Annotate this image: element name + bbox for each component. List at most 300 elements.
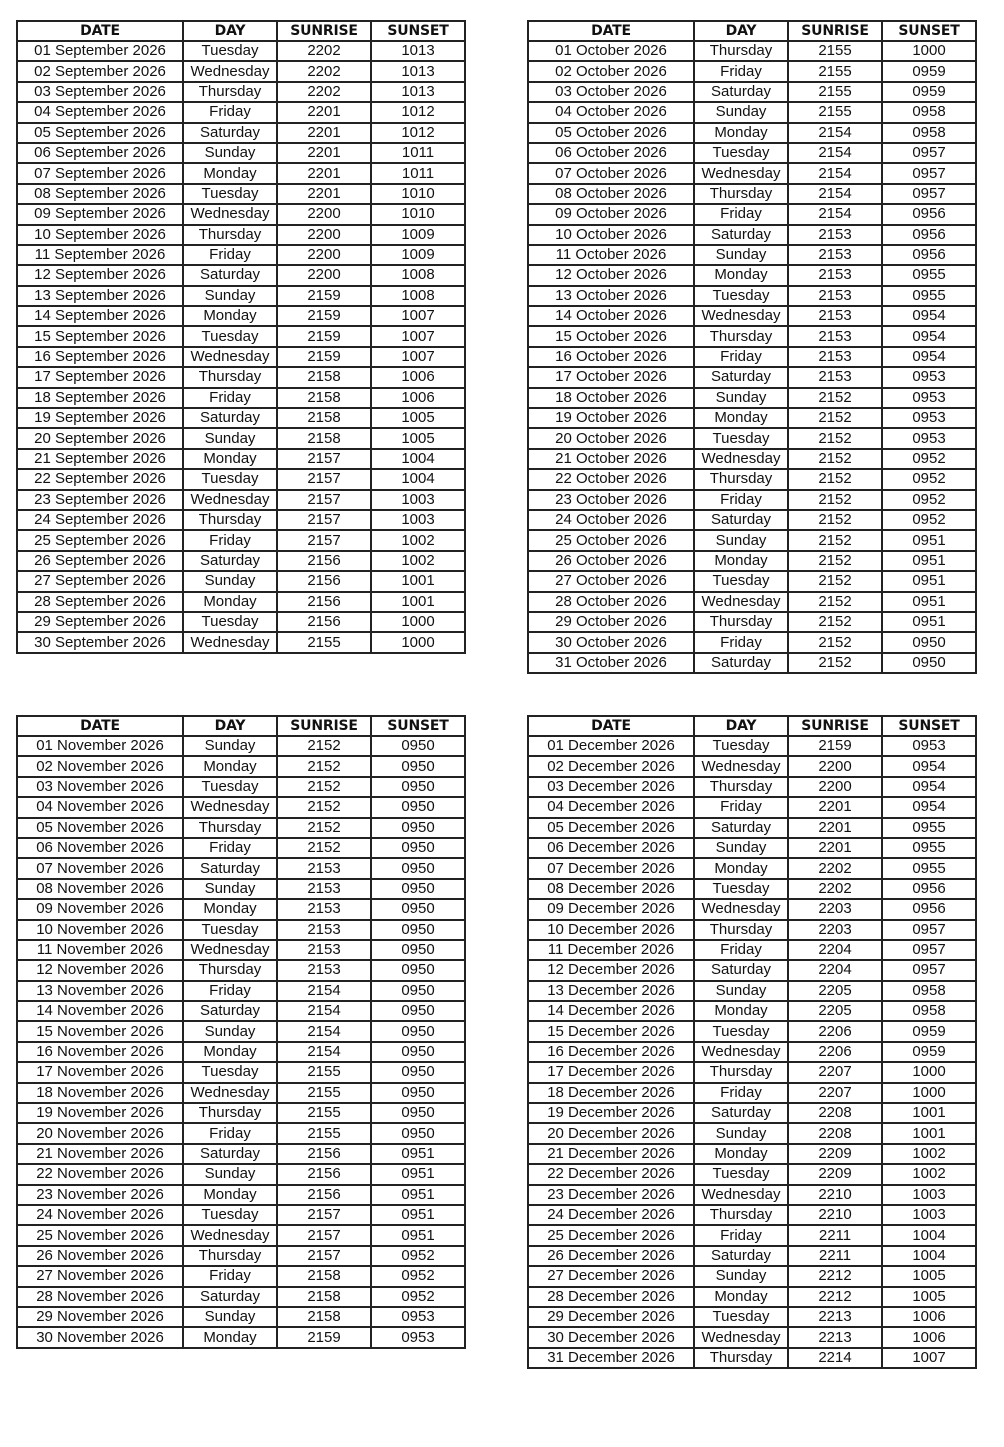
date-cell: 30 December 2026 [528, 1327, 694, 1347]
sunrise-cell: 2159 [788, 736, 882, 756]
sunrise-cell: 2156 [277, 592, 371, 612]
table-row [17, 1144, 465, 1164]
sunrise-cell: 2210 [788, 1205, 882, 1225]
sunset-cell: 1002 [371, 530, 465, 550]
sunrise-cell: 2155 [277, 1062, 371, 1082]
sunset-cell: 0951 [882, 551, 976, 571]
sunset-cell: 0951 [882, 592, 976, 612]
table-header-row [17, 21, 465, 41]
sunrise-cell: 2157 [277, 1205, 371, 1225]
day-cell: Tuesday [694, 1021, 788, 1041]
table-row [528, 756, 976, 776]
date-cell: 12 September 2026 [17, 265, 183, 285]
day-cell: Thursday [694, 184, 788, 204]
day-cell: Saturday [694, 960, 788, 980]
sunset-cell: 1012 [371, 123, 465, 143]
sunrise-cell: 2201 [788, 797, 882, 817]
date-cell: 13 December 2026 [528, 981, 694, 1001]
table-row [528, 245, 976, 265]
date-cell: 28 September 2026 [17, 592, 183, 612]
table-row [17, 61, 465, 81]
sunrise-cell: 2208 [788, 1123, 882, 1143]
date-cell: 29 December 2026 [528, 1307, 694, 1327]
table-header-row [17, 716, 465, 736]
sunrise-cell: 2204 [788, 960, 882, 980]
date-cell: 15 October 2026 [528, 326, 694, 346]
day-cell: Tuesday [694, 879, 788, 899]
day-cell: Saturday [183, 1287, 277, 1307]
day-cell: Thursday [694, 326, 788, 346]
sunrise-cell: 2156 [277, 571, 371, 591]
date-cell: 07 November 2026 [17, 858, 183, 878]
date-cell: 08 September 2026 [17, 184, 183, 204]
sunset-cell: 0954 [882, 777, 976, 797]
sunrise-cell: 2152 [277, 736, 371, 756]
sunset-cell: 0953 [882, 736, 976, 756]
day-cell: Tuesday [183, 326, 277, 346]
sunrise-cell: 2159 [277, 1327, 371, 1347]
table-row [17, 530, 465, 550]
date-cell: 27 December 2026 [528, 1266, 694, 1286]
header-sunrise: SUNRISE [788, 21, 882, 41]
day-cell: Thursday [694, 612, 788, 632]
date-cell: 03 December 2026 [528, 777, 694, 797]
sunset-cell: 1003 [882, 1185, 976, 1205]
header-date: DATE [17, 716, 183, 736]
day-cell: Saturday [183, 265, 277, 285]
table-row [528, 612, 976, 632]
sunrise-cell: 2205 [788, 1001, 882, 1021]
table-row [528, 960, 976, 980]
sunrise-cell: 2152 [788, 469, 882, 489]
day-cell: Wednesday [694, 1185, 788, 1205]
sunset-cell: 1002 [882, 1144, 976, 1164]
header-day: DAY [694, 21, 788, 41]
sunset-cell: 1005 [882, 1266, 976, 1286]
day-cell: Wednesday [694, 1327, 788, 1347]
sunset-cell: 0950 [371, 818, 465, 838]
date-cell: 19 December 2026 [528, 1103, 694, 1123]
table-row [528, 1185, 976, 1205]
day-cell: Tuesday [183, 41, 277, 61]
sunrise-cell: 2154 [788, 163, 882, 183]
day-cell: Friday [183, 102, 277, 122]
sunset-cell: 0950 [371, 756, 465, 776]
date-cell: 03 October 2026 [528, 82, 694, 102]
sunrise-cell: 2153 [277, 899, 371, 919]
sunrise-cell: 2157 [277, 510, 371, 530]
day-cell: Monday [694, 1144, 788, 1164]
sunset-cell: 0955 [882, 265, 976, 285]
sunrise-cell: 2152 [788, 388, 882, 408]
day-cell: Saturday [183, 858, 277, 878]
sunrise-cell: 2201 [277, 184, 371, 204]
sunrise-cell: 2157 [277, 469, 371, 489]
sunrise-cell: 2200 [277, 245, 371, 265]
date-cell: 17 September 2026 [17, 367, 183, 387]
day-cell: Saturday [694, 367, 788, 387]
sunset-cell: 0950 [371, 899, 465, 919]
date-cell: 18 October 2026 [528, 388, 694, 408]
sunrise-cell: 2201 [788, 838, 882, 858]
day-cell: Wednesday [183, 1083, 277, 1103]
sunset-cell: 0957 [882, 920, 976, 940]
day-cell: Tuesday [694, 143, 788, 163]
table-row [528, 286, 976, 306]
sunset-cell: 0957 [882, 940, 976, 960]
sunrise-cell: 2208 [788, 1103, 882, 1123]
day-cell: Monday [183, 592, 277, 612]
sunset-cell: 0952 [882, 469, 976, 489]
sunset-cell: 0950 [371, 838, 465, 858]
sunset-cell: 0959 [882, 82, 976, 102]
date-cell: 22 December 2026 [528, 1164, 694, 1184]
day-cell: Wednesday [183, 632, 277, 652]
sunrise-cell: 2155 [788, 41, 882, 61]
sunrise-cell: 2205 [788, 981, 882, 1001]
day-cell: Friday [183, 530, 277, 550]
header-day: DAY [183, 716, 277, 736]
sunset-cell: 0954 [882, 797, 976, 817]
day-cell: Wednesday [183, 797, 277, 817]
sunset-cell: 1010 [371, 204, 465, 224]
sunrise-cell: 2202 [277, 82, 371, 102]
day-cell: Friday [183, 1266, 277, 1286]
sunrise-sunset-table-december [527, 715, 977, 1369]
date-cell: 10 October 2026 [528, 225, 694, 245]
day-cell: Thursday [183, 960, 277, 980]
date-cell: 30 October 2026 [528, 632, 694, 652]
day-cell: Tuesday [694, 1164, 788, 1184]
day-cell: Saturday [694, 510, 788, 530]
table-row [17, 1021, 465, 1041]
day-cell: Thursday [694, 920, 788, 940]
day-cell: Saturday [694, 1246, 788, 1266]
sunset-cell: 0950 [882, 653, 976, 673]
day-cell: Monday [694, 1287, 788, 1307]
sunrise-cell: 2200 [788, 756, 882, 776]
sunrise-cell: 2152 [788, 571, 882, 591]
day-cell: Friday [694, 490, 788, 510]
table-row [17, 265, 465, 285]
date-cell: 12 December 2026 [528, 960, 694, 980]
sunrise-cell: 2206 [788, 1021, 882, 1041]
sunset-cell: 0950 [371, 879, 465, 899]
sunrise-cell: 2154 [788, 123, 882, 143]
sunrise-cell: 2157 [277, 490, 371, 510]
day-cell: Thursday [694, 1062, 788, 1082]
sunrise-cell: 2153 [277, 858, 371, 878]
sunset-cell: 0952 [882, 449, 976, 469]
day-cell: Sunday [183, 286, 277, 306]
date-cell: 17 October 2026 [528, 367, 694, 387]
sunrise-cell: 2156 [277, 1144, 371, 1164]
date-cell: 24 September 2026 [17, 510, 183, 530]
sunset-cell: 0950 [371, 1123, 465, 1143]
date-cell: 14 September 2026 [17, 306, 183, 326]
day-cell: Sunday [694, 245, 788, 265]
day-cell: Wednesday [183, 940, 277, 960]
sunrise-cell: 2214 [788, 1348, 882, 1368]
sunrise-cell: 2201 [277, 163, 371, 183]
day-cell: Sunday [694, 838, 788, 858]
day-cell: Monday [694, 1001, 788, 1021]
date-cell: 15 November 2026 [17, 1021, 183, 1041]
sunrise-cell: 2153 [277, 920, 371, 940]
date-cell: 09 September 2026 [17, 204, 183, 224]
day-cell: Saturday [694, 818, 788, 838]
date-cell: 31 December 2026 [528, 1348, 694, 1368]
day-cell: Sunday [183, 571, 277, 591]
table-row [528, 326, 976, 346]
sunset-cell: 0953 [371, 1327, 465, 1347]
header-sunrise: SUNRISE [277, 716, 371, 736]
table-row [528, 838, 976, 858]
date-cell: 29 September 2026 [17, 612, 183, 632]
day-cell: Tuesday [183, 777, 277, 797]
sunset-cell: 0953 [882, 367, 976, 387]
sunrise-cell: 2202 [788, 858, 882, 878]
sunset-cell: 0952 [371, 1287, 465, 1307]
date-cell: 17 December 2026 [528, 1062, 694, 1082]
sunrise-sunset-table-october [527, 20, 977, 674]
day-cell: Saturday [694, 653, 788, 673]
sunrise-cell: 2203 [788, 899, 882, 919]
date-cell: 20 December 2026 [528, 1123, 694, 1143]
date-cell: 11 November 2026 [17, 940, 183, 960]
table-row [17, 1225, 465, 1245]
sunrise-cell: 2153 [788, 286, 882, 306]
day-cell: Thursday [694, 41, 788, 61]
day-cell: Monday [183, 1185, 277, 1205]
day-cell: Sunday [694, 1266, 788, 1286]
sunset-cell: 1008 [371, 286, 465, 306]
sunrise-cell: 2155 [277, 1123, 371, 1143]
day-cell: Monday [183, 449, 277, 469]
date-cell: 04 November 2026 [17, 797, 183, 817]
date-cell: 25 November 2026 [17, 1225, 183, 1245]
table-row [528, 449, 976, 469]
sunset-cell: 0950 [882, 632, 976, 652]
sunset-cell: 1000 [882, 41, 976, 61]
sunrise-cell: 2152 [788, 612, 882, 632]
day-cell: Wednesday [183, 347, 277, 367]
table-row [17, 143, 465, 163]
date-cell: 02 November 2026 [17, 756, 183, 776]
table-row [17, 797, 465, 817]
day-cell: Friday [183, 981, 277, 1001]
table-row [17, 1042, 465, 1062]
sunset-cell: 0956 [882, 225, 976, 245]
day-cell: Thursday [183, 225, 277, 245]
sunset-cell: 0951 [371, 1164, 465, 1184]
sunset-cell: 0958 [882, 981, 976, 1001]
sunset-cell: 1013 [371, 82, 465, 102]
sunrise-cell: 2158 [277, 408, 371, 428]
day-cell: Thursday [183, 1103, 277, 1123]
day-cell: Sunday [694, 981, 788, 1001]
day-cell: Saturday [694, 1103, 788, 1123]
date-cell: 24 December 2026 [528, 1205, 694, 1225]
day-cell: Wednesday [183, 490, 277, 510]
table-row [528, 879, 976, 899]
date-cell: 05 October 2026 [528, 123, 694, 143]
date-cell: 17 November 2026 [17, 1062, 183, 1082]
table-row [17, 940, 465, 960]
sunrise-cell: 2156 [277, 612, 371, 632]
day-cell: Sunday [183, 1164, 277, 1184]
sunrise-cell: 2154 [788, 204, 882, 224]
sunset-cell: 0953 [882, 408, 976, 428]
sunset-cell: 0954 [882, 326, 976, 346]
sunrise-cell: 2152 [277, 756, 371, 776]
day-cell: Thursday [694, 1205, 788, 1225]
sunset-cell: 1001 [882, 1123, 976, 1143]
sunrise-cell: 2152 [788, 592, 882, 612]
table-row [528, 1307, 976, 1327]
date-cell: 18 November 2026 [17, 1083, 183, 1103]
date-cell: 26 December 2026 [528, 1246, 694, 1266]
sunrise-cell: 2154 [788, 143, 882, 163]
table-row [528, 1205, 976, 1225]
table-row [17, 551, 465, 571]
date-cell: 28 December 2026 [528, 1287, 694, 1307]
sunrise-cell: 2207 [788, 1062, 882, 1082]
sunset-cell: 0950 [371, 736, 465, 756]
sunset-cell: 0950 [371, 858, 465, 878]
date-cell: 06 September 2026 [17, 143, 183, 163]
sunset-cell: 1009 [371, 225, 465, 245]
date-cell: 03 November 2026 [17, 777, 183, 797]
sunset-cell: 1007 [882, 1348, 976, 1368]
header-date: DATE [17, 21, 183, 41]
sunrise-cell: 2152 [277, 777, 371, 797]
date-cell: 05 September 2026 [17, 123, 183, 143]
sunset-cell: 0957 [882, 960, 976, 980]
sunset-cell: 1000 [882, 1062, 976, 1082]
date-cell: 15 December 2026 [528, 1021, 694, 1041]
date-cell: 13 November 2026 [17, 981, 183, 1001]
day-cell: Monday [183, 1327, 277, 1347]
table-row [528, 1021, 976, 1041]
table-row [17, 858, 465, 878]
table-row [17, 960, 465, 980]
sunrise-cell: 2158 [277, 367, 371, 387]
sunset-cell: 1001 [371, 592, 465, 612]
table-row [17, 838, 465, 858]
day-cell: Wednesday [183, 61, 277, 81]
table-row [17, 1185, 465, 1205]
sunrise-cell: 2155 [277, 632, 371, 652]
sunset-cell: 0956 [882, 245, 976, 265]
date-cell: 19 September 2026 [17, 408, 183, 428]
table-row [528, 1083, 976, 1103]
table-row [528, 41, 976, 61]
day-cell: Saturday [183, 123, 277, 143]
table-row [528, 408, 976, 428]
sunrise-cell: 2202 [788, 879, 882, 899]
sunset-cell: 0951 [371, 1144, 465, 1164]
table-row [17, 367, 465, 387]
sunset-cell: 1004 [371, 469, 465, 489]
sunrise-cell: 2152 [788, 551, 882, 571]
day-cell: Monday [183, 163, 277, 183]
date-cell: 23 September 2026 [17, 490, 183, 510]
sunset-cell: 0951 [371, 1225, 465, 1245]
sunrise-cell: 2158 [277, 388, 371, 408]
sunrise-cell: 2154 [277, 1001, 371, 1021]
day-cell: Thursday [183, 818, 277, 838]
sunset-cell: 1000 [371, 632, 465, 652]
table-row [528, 571, 976, 591]
sunset-cell: 0950 [371, 981, 465, 1001]
sunset-cell: 1001 [371, 571, 465, 591]
sunset-cell: 0958 [882, 1001, 976, 1021]
table-row [17, 1205, 465, 1225]
table-row [17, 306, 465, 326]
sunrise-cell: 2159 [277, 306, 371, 326]
table-row [528, 777, 976, 797]
table-row [528, 1327, 976, 1347]
table-row [528, 1042, 976, 1062]
table-row [17, 920, 465, 940]
sunset-cell: 0952 [882, 490, 976, 510]
header-sunrise: SUNRISE [788, 716, 882, 736]
sunrise-cell: 2154 [277, 981, 371, 1001]
sunset-cell: 1006 [882, 1327, 976, 1347]
sunrise-cell: 2154 [277, 1042, 371, 1062]
table-row [17, 592, 465, 612]
day-cell: Saturday [183, 408, 277, 428]
sunrise-cell: 2206 [788, 1042, 882, 1062]
sunset-cell: 1009 [371, 245, 465, 265]
date-cell: 06 December 2026 [528, 838, 694, 858]
table-row [528, 940, 976, 960]
sunrise-cell: 2156 [277, 1185, 371, 1205]
day-cell: Wednesday [694, 449, 788, 469]
day-cell: Monday [183, 306, 277, 326]
table-row [17, 82, 465, 102]
sunrise-cell: 2201 [277, 143, 371, 163]
day-cell: Friday [694, 797, 788, 817]
day-cell: Monday [183, 756, 277, 776]
date-cell: 19 November 2026 [17, 1103, 183, 1123]
sunset-cell: 0954 [882, 756, 976, 776]
table-row [17, 879, 465, 899]
sunset-cell: 0953 [371, 1307, 465, 1327]
day-cell: Sunday [183, 1021, 277, 1041]
day-cell: Monday [183, 1042, 277, 1062]
date-cell: 08 November 2026 [17, 879, 183, 899]
sunrise-cell: 2152 [277, 818, 371, 838]
date-cell: 03 September 2026 [17, 82, 183, 102]
sunrise-cell: 2153 [788, 306, 882, 326]
sunset-cell: 0950 [371, 1021, 465, 1041]
day-cell: Tuesday [183, 1205, 277, 1225]
table-row [528, 1246, 976, 1266]
table-row [17, 449, 465, 469]
table-row [528, 428, 976, 448]
date-cell: 02 October 2026 [528, 61, 694, 81]
date-cell: 02 December 2026 [528, 756, 694, 776]
table-row [528, 551, 976, 571]
date-cell: 14 December 2026 [528, 1001, 694, 1021]
table-row [528, 1287, 976, 1307]
sunset-cell: 0953 [882, 428, 976, 448]
day-cell: Tuesday [183, 920, 277, 940]
sunrise-cell: 2211 [788, 1246, 882, 1266]
table-row [528, 653, 976, 673]
